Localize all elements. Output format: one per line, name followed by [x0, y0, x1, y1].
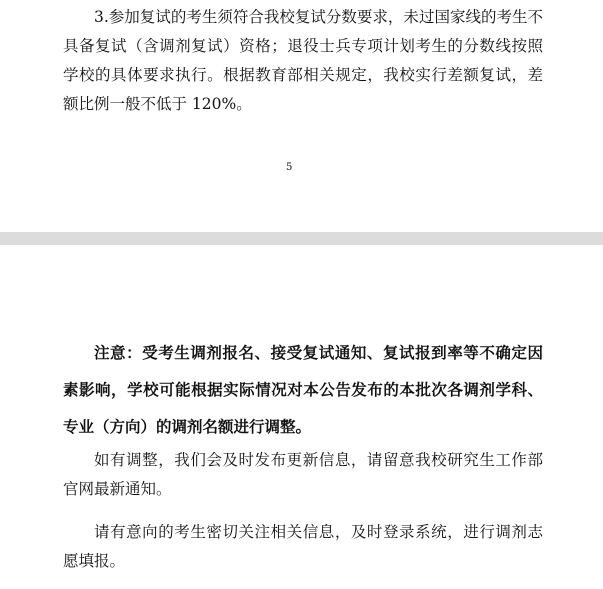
document-page-6	[0, 245, 603, 589]
page-number: 5	[286, 162, 293, 173]
page-separator	[0, 232, 603, 245]
closing-paragraph: 请有意向的考生密切关注相关信息，及时登录系统，进行调剂志愿填报。	[63, 523, 543, 570]
notice-paragraph: 注意：受考生调剂报名、接受复试通知、复试报到率等不确定因素影响，学校可能根据实际情况对本公告发布的本批次各调剂学科、专业（方向）的调剂名额进行调整。	[63, 343, 543, 436]
adjustment-paragraph: 如有调整，我们会及时发布更新信息，请留意我校研究生工作部官网最新通知。	[63, 451, 543, 498]
document-page-5	[0, 0, 603, 232]
requirement-item-3: 3.参加复试的考生须符合我校复试分数要求，未过国家线的考生不具备复试（含调剂复试）资格；退役士兵专项计划考生的分数线按照学校的具体要求执行。根据教育部相关规定，我校实行差额复试，差额比例一般不低于 120%。	[63, 8, 543, 113]
